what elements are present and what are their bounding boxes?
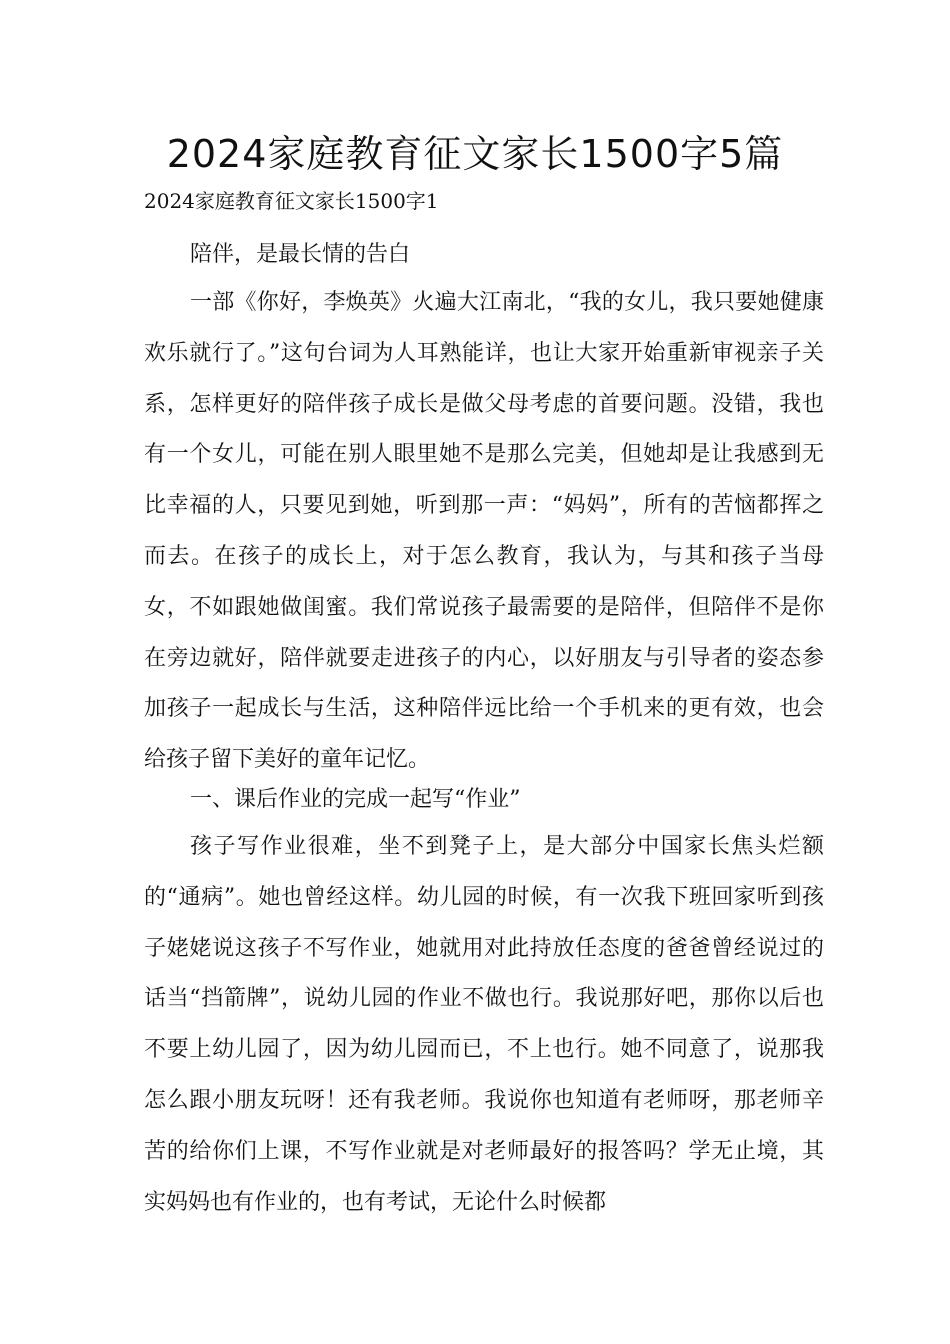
section-heading: 2024家庭教育征文家长1500字1 bbox=[144, 189, 439, 213]
paragraph: 陪伴，是最长情的告白 bbox=[190, 242, 411, 267]
paragraph: 一部《你好，李焕英》火遍大江南北，“我的女儿，我只要她健康欢乐就行了。”这句台词为人耳熟能详，也让大家开始重新审视亲子关系，怎样更好的陪伴孩子成长是做父母考虑的首要问题。没错，我也有一个女儿，可能在别人眼里她不是那么完美，但她却是让我感到无比幸福的人，只要见到她，听到那一声：“妈妈”，所有的苦恼都挥之而去。在孩子的成长上，对于怎么教育，我认为，与其和孩子当母女，不如跟她做闺蜜。我们常说孩子最需要的是陪伴，但陪伴不是你在旁边就好，陪伴就要走进孩子的内心，以好朋友与引导者的姿态参加孩子一起成长与生活，这种陪伴远比给一个手机来的更有效，也会给孩子留下美好的童年记忆。 bbox=[144, 290, 824, 773]
paragraph: 一、课后作业的完成一起写“作业” bbox=[190, 787, 521, 812]
document-title: 2024家庭教育征文家长1500字5篇 bbox=[166, 132, 784, 176]
paragraph: 孩子写作业很难，坐不到凳子上，是大部分中国家长焦头烂额的“通病”。她也曾经这样。幼儿园的时候，有一次我下班回家听到孩子姥姥说这孩子不写作业，她就用对此持放任态度的爸爸曾经说过的话当“挡箭牌”，说幼儿园的作业不做也行。我说那好吧，那你以后也不要上幼儿园了，因为幼儿园而已，不上也行。她不同意了，说那我怎么跟小朋友玩呀！还有我老师。我说你也知道有老师呀，那老师辛苦的给你们上课，不写作业就是对老师最好的报答吗？学无止境，其实妈妈也有作业的，也有考试，无论什么时候都 bbox=[144, 834, 824, 1215]
